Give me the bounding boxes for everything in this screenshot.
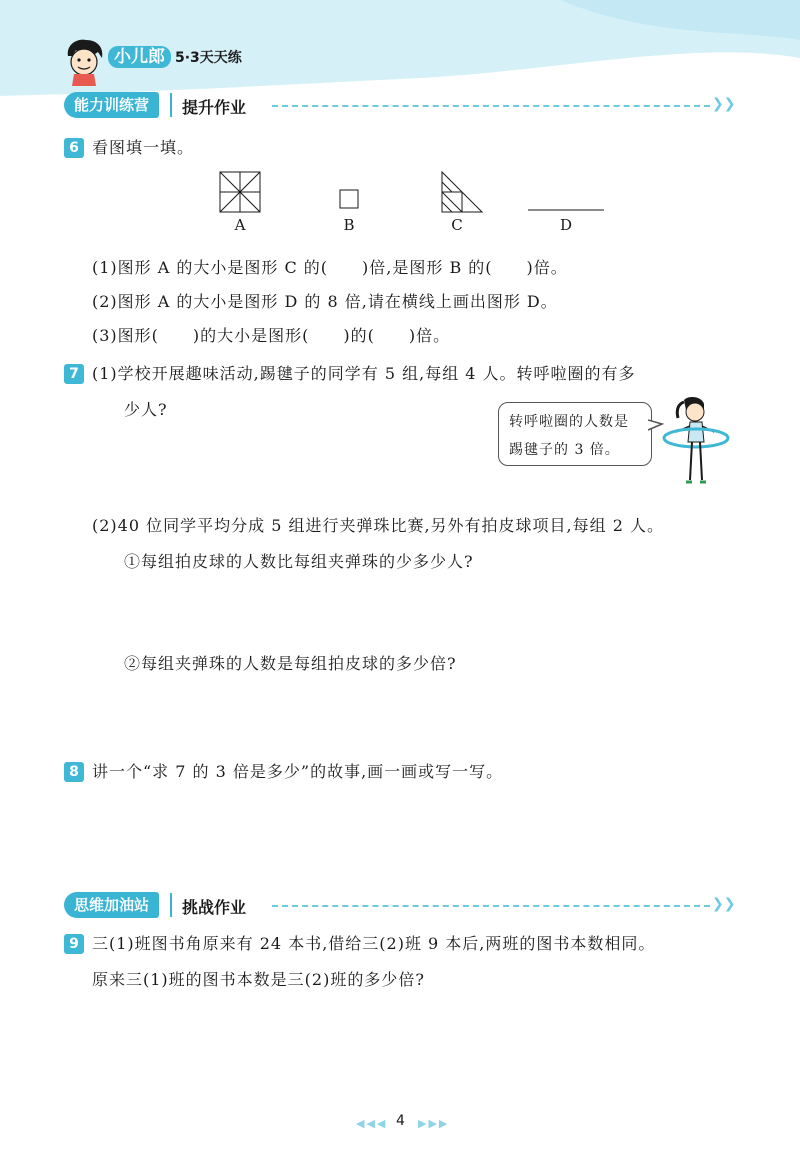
brand-name: 小儿郎	[108, 46, 171, 68]
question-number-8: 8	[64, 762, 84, 782]
q7-sub2: ②每组夹弹珠的人数是每组拍皮球的多少倍?	[124, 654, 457, 673]
section-subtitle-challenge: 挑战作业	[182, 898, 247, 917]
q8-text: 讲一个“求 7 的 3 倍是多少”的故事,画一画或写一写。	[92, 762, 504, 781]
page-number: 4	[396, 1113, 405, 1129]
figure-b	[340, 190, 358, 208]
section-divider	[170, 893, 178, 917]
section-arrow-icon: ❯❯	[712, 896, 736, 912]
q9-line-2: 原来三(1)班的图书本数是三(2)班的多少倍?	[92, 970, 425, 989]
section-tab-thinking: 思维加油站	[64, 892, 159, 918]
bubble-line-1: 转呼啦圈的人数是	[509, 414, 629, 430]
q7-part1-line1: (1)学校开展趣味活动,踢毽子的同学有 5 组,每组 4 人。转呼啦圈的有多	[92, 364, 636, 383]
q6-prompt: 看图填一填。	[92, 138, 195, 157]
figure-label-b: B	[343, 216, 355, 234]
bubble-line-2: 踢毽子的 3 倍。	[509, 442, 620, 458]
q6-line-2: (2)图形 A 的大小是图形 D 的 8 倍,请在横线上画出图形 D。	[92, 292, 558, 311]
speech-bubble	[498, 402, 652, 466]
q7-part2: (2)40 位同学平均分成 5 组进行夹弹珠比赛,另外有拍皮球项目,每组 2 人。	[92, 516, 664, 535]
q9-line-1: 三(1)班图书角原来有 24 本书,借给三(2)班 9 本后,两班的图书本数相同。	[92, 934, 656, 953]
figure-label-d: D	[559, 216, 573, 234]
section-divider	[170, 93, 178, 117]
brand-subtitle: 5·3天天练	[175, 50, 242, 66]
brand	[108, 42, 242, 67]
q6-line-1: (1)图形 A 的大小是图形 C 的( )倍,是图形 B 的( )倍。	[92, 258, 568, 277]
footer-right-arrows-icon: ▶▶▶	[418, 1117, 450, 1130]
q7-part1-line2: 少人?	[124, 400, 168, 419]
mascot-boy-icon	[62, 38, 106, 86]
footer-left-arrows-icon: ◀◀◀	[356, 1117, 388, 1130]
section-tab-ability: 能力训练营	[64, 92, 159, 118]
q7-sub1: ①每组拍皮球的人数比每组夹弹珠的少多少人?	[124, 552, 474, 571]
section-dash-line	[272, 905, 710, 907]
section-arrow-icon: ❯❯	[712, 96, 736, 112]
q6-figures	[216, 168, 616, 216]
figure-label-c: C	[451, 216, 463, 234]
q6-line-3: (3)图形( )的大小是图形( )的( )倍。	[92, 326, 451, 345]
girl-hula-hoop-icon	[658, 396, 730, 488]
question-number-6: 6	[64, 138, 84, 158]
section-dash-line	[272, 105, 710, 107]
figure-label-a: A	[234, 216, 246, 234]
question-number-7: 7	[64, 364, 84, 384]
question-number-9: 9	[64, 934, 84, 954]
figure-c	[442, 172, 482, 212]
section-subtitle-improve: 提升作业	[182, 98, 247, 117]
figure-a	[220, 172, 260, 212]
